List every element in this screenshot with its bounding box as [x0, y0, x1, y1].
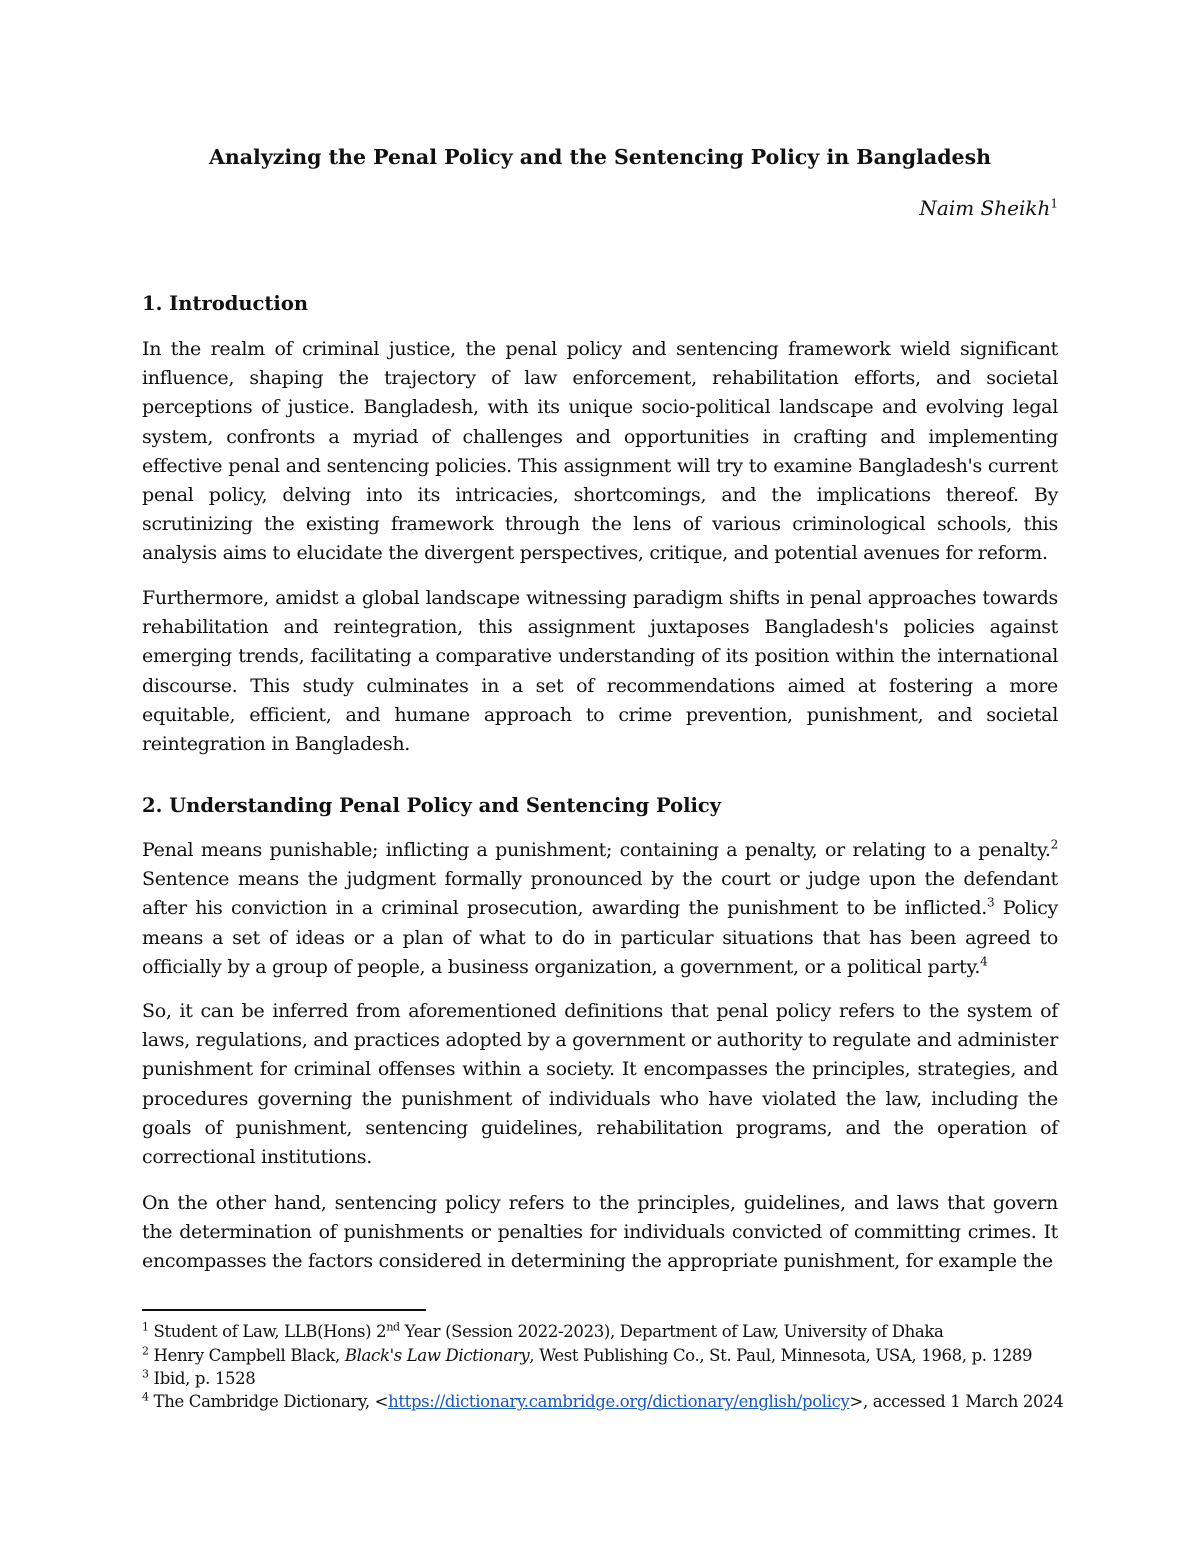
footnote-text: The Cambridge Dictionary, < — [148, 1392, 389, 1411]
footnote-separator — [142, 1309, 426, 1311]
section-heading-introduction: 1. Introduction — [142, 292, 309, 315]
paper-title: Analyzing the Penal Policy and the Sentencing Policy in Bangladesh — [208, 145, 992, 169]
author-name: Naim Sheikh — [919, 196, 1051, 220]
sentencing-policy-paragraph: On the other hand, sentencing policy refers to the principles, guidelines, and laws that govern the determination of punishments or penalties for individuals convicted of committing crimes. It encompasses the factors considered in determining the appropriate punishment, for example the — [142, 1192, 1058, 1273]
footnote-mark: 4 — [142, 1390, 149, 1404]
author-line — [919, 193, 1058, 223]
dictionary-link[interactable]: https://dictionary.cambridge.org/dictionary/english/policy — [388, 1392, 850, 1411]
footnote-mark: 2 — [142, 1344, 149, 1358]
footnote-ref-1[interactable]: 1 — [1050, 196, 1058, 211]
footnote-3 — [142, 1367, 1072, 1391]
footnote-text: Henry Campbell Black, — [148, 1346, 345, 1365]
sentence-definition: Sentence means the judgment formally pronounced by the court or judge upon the defendant after his conviction in a criminal prosecution, awarding the punishment to be inflicted. — [142, 868, 1058, 920]
footnote-ref-3[interactable]: 3 — [986, 896, 995, 911]
footnote-text: Year (Session 2022-2023), Department of Law, University of Dhaka — [399, 1322, 944, 1341]
book-title: Black's Law Dictionary — [344, 1346, 530, 1365]
intro-paragraph-1: In the realm of criminal justice, the penal policy and sentencing framework wield significant influence, shaping the trajectory of law enforcement, rehabilitation efforts, and societal perceptions of justice. Bangladesh, with its unique socio-political landscape and evolving legal system, confronts a myriad of challenges and opportunities in crafting and implementing effective penal and sentencing policies. This assignment will try to examine Bangladesh's current penal policy, delving into its intricacies, shortcomings, and the implications thereof. By scrutinizing the existing framework through the lens of various criminological schools, this analysis aims to elucidate the divergent perspectives, critique, and potential avenues for reform. — [142, 338, 1058, 565]
definitions-paragraph — [142, 836, 1058, 982]
footnote-ref-4[interactable]: 4 — [980, 954, 988, 969]
footnote-1 — [142, 1320, 1072, 1344]
footnote-2 — [142, 1344, 1072, 1368]
footnote-4 — [142, 1390, 1072, 1414]
footnote-text: Student of Law, LLB(Hons) 2 — [148, 1322, 387, 1341]
intro-paragraph-2: Furthermore, amidst a global landscape witnessing paradigm shifts in penal approaches towards rehabilitation and reintegration, this assignment juxtaposes Bangladesh's policies against emerging trends, facilitating a comparative understanding of its position within the international discourse. This study culminates in a set of recommendations aimed at fostering a more equitable, efficient, and humane approach to crime prevention, punishment, and societal reintegration in Bangladesh. — [142, 587, 1058, 756]
footnote-text: >, accessed 1 March 2024 — [849, 1392, 1064, 1411]
footnote-mark: 3 — [142, 1367, 149, 1381]
penal-definition: Penal means punishable; inflicting a punishment; containing a penalty, or relating to a penalty. — [142, 839, 1051, 861]
footnote-text: Ibid, p. 1528 — [148, 1369, 256, 1388]
ordinal-suffix: nd — [386, 1320, 400, 1334]
footnote-text: , West Publishing Co., St. Paul, Minnesota, USA, 1968, p. 1289 — [529, 1346, 1033, 1365]
footnote-mark: 1 — [142, 1320, 149, 1334]
footnote-ref-2[interactable]: 2 — [1050, 837, 1058, 852]
section-heading-understanding: 2. Understanding Penal Policy and Sentencing Policy — [142, 794, 722, 817]
policy-definition: Policy means a set of ideas or a plan of what to do in particular situations that has been agreed to officially by a group of people, a business organization, a government, or a political party. — [142, 897, 1058, 978]
penal-policy-paragraph: So, it can be inferred from aforementioned definitions that penal policy refers to the system of laws, regulations, and practices adopted by a government or authority to regulate and administer punishment for criminal offenses within a society. It encompasses the principles, strategies, and procedures governing the punishment of individuals who have violated the law, including the goals of punishment, sentencing guidelines, rehabilitation programs, and the operation of correctional institutions. — [142, 1000, 1058, 1169]
